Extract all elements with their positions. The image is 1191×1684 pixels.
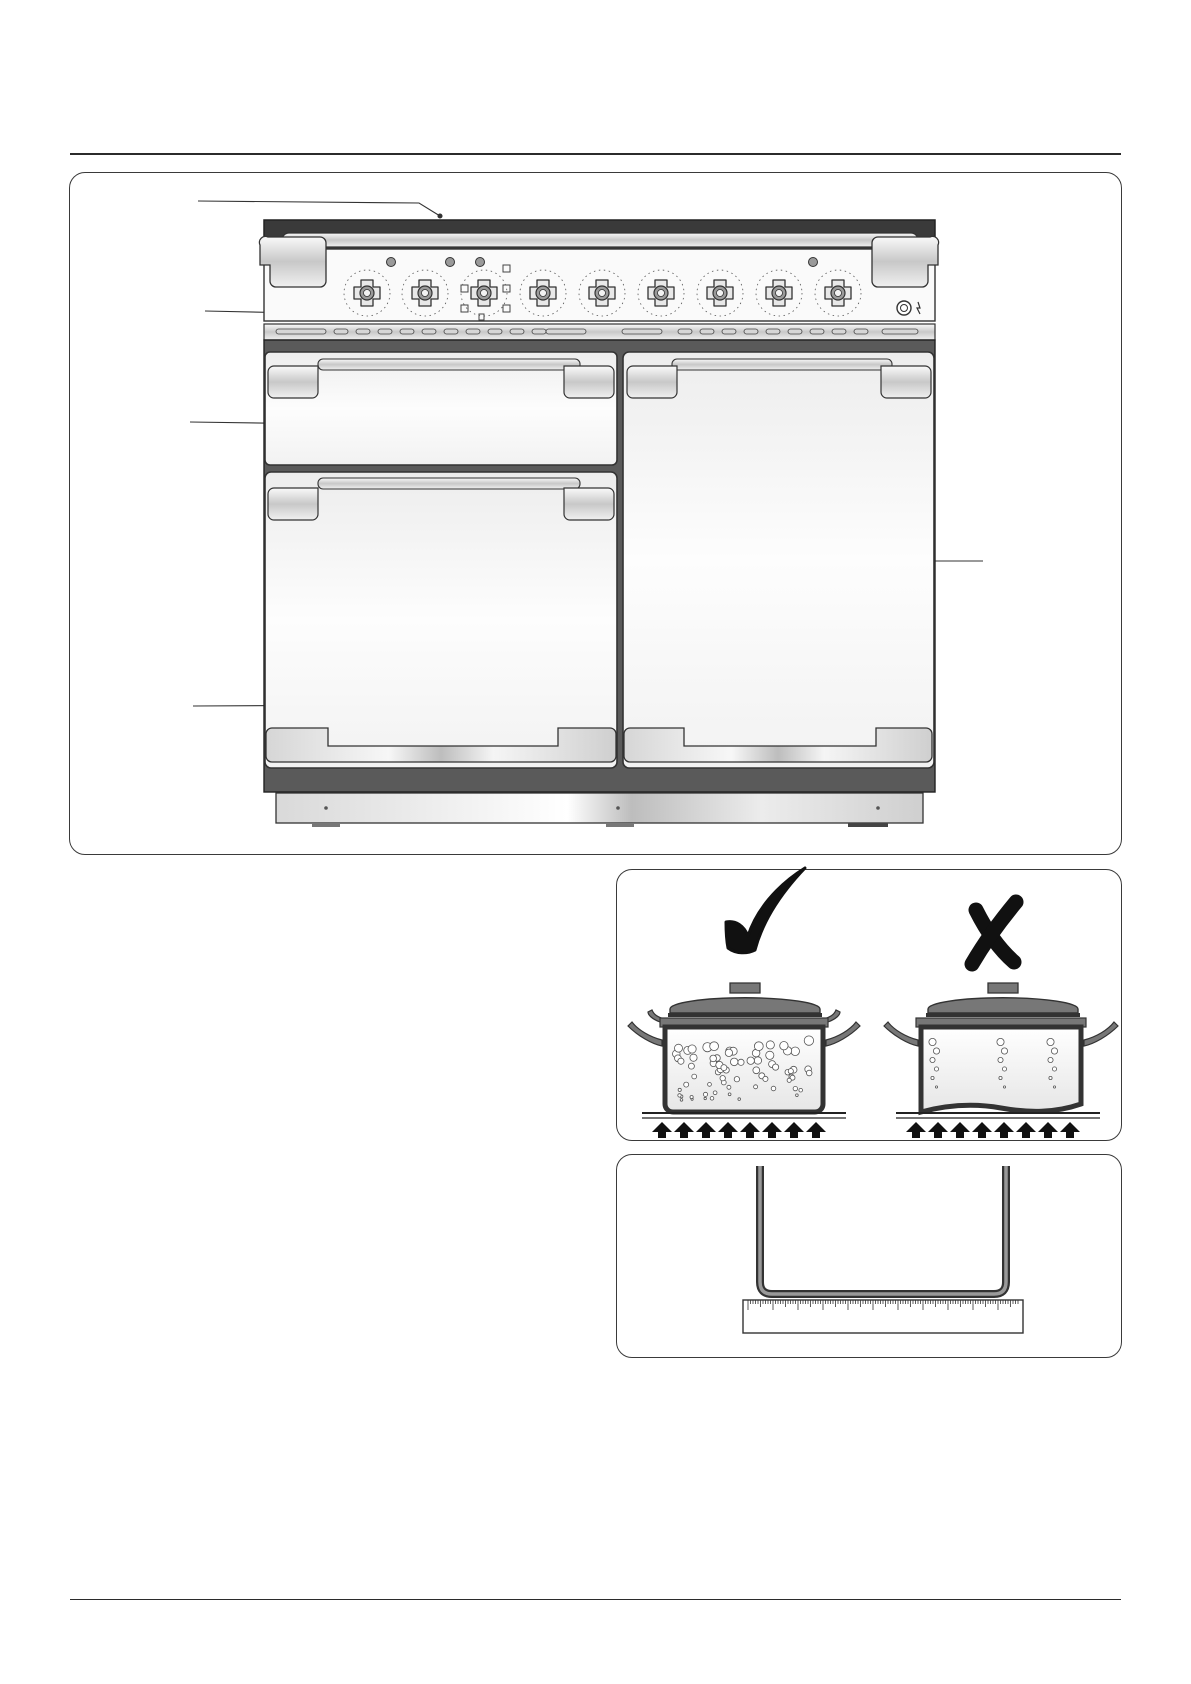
bubble — [728, 1093, 731, 1096]
lid-rail — [282, 233, 918, 247]
heat-arrow-icon — [928, 1122, 948, 1138]
pan-cross-section — [760, 1166, 1006, 1294]
bubble — [692, 1074, 697, 1079]
heat-arrow-icon — [762, 1122, 782, 1138]
bubble — [1003, 1086, 1005, 1088]
bubble — [690, 1096, 693, 1099]
bubble — [754, 1085, 758, 1089]
bubble — [766, 1041, 774, 1049]
bubble — [787, 1078, 791, 1082]
bubble — [675, 1044, 683, 1052]
bubble — [738, 1059, 744, 1065]
bubble — [793, 1086, 797, 1090]
bubble — [791, 1047, 800, 1056]
bubble — [680, 1099, 683, 1102]
foot-center — [606, 823, 634, 827]
bubble — [771, 1086, 776, 1091]
vent-slot — [882, 329, 918, 334]
heat-arrow-icon — [718, 1122, 738, 1138]
vent-slot — [356, 329, 370, 334]
bubble — [934, 1067, 938, 1071]
right-oven-handle-right — [881, 366, 931, 398]
bubble — [720, 1076, 725, 1081]
bubble — [1052, 1067, 1056, 1071]
grill-door-handle-left — [268, 366, 318, 398]
bubble — [688, 1063, 694, 1069]
good-heat-arrows — [652, 1122, 826, 1138]
bubble — [788, 1069, 793, 1074]
bubble — [754, 1042, 763, 1051]
bubble — [804, 1036, 813, 1045]
range-cooker — [190, 201, 983, 827]
bubble — [727, 1085, 731, 1089]
foot-right — [848, 823, 888, 827]
bubble — [704, 1097, 706, 1099]
vent-slot — [854, 329, 868, 334]
fascia-handle-right — [872, 236, 939, 287]
bubble — [678, 1088, 681, 1091]
vent-slot — [378, 329, 392, 334]
vent-slot — [532, 329, 546, 334]
ruler-icon — [743, 1300, 1023, 1333]
bubble — [725, 1049, 732, 1056]
bubble — [708, 1083, 712, 1087]
vent-slot — [466, 329, 480, 334]
good-pan — [628, 983, 860, 1112]
bubble — [780, 1042, 788, 1050]
bubble — [999, 1076, 1002, 1079]
grill-door-handle-right — [564, 366, 614, 398]
bubble — [930, 1057, 935, 1062]
bubble — [713, 1091, 717, 1095]
bubble — [799, 1088, 803, 1092]
bubble — [1047, 1038, 1054, 1045]
pan-comparison — [628, 868, 1118, 1138]
vent-slot — [678, 329, 692, 334]
fascia-handle-left — [259, 236, 326, 287]
vent-slot — [400, 329, 414, 334]
vent-slot — [334, 329, 348, 334]
vent-slot — [744, 329, 758, 334]
heat-arrow-icon — [906, 1122, 926, 1138]
heat-arrow-icon — [740, 1122, 760, 1138]
vent-slot — [444, 329, 458, 334]
bubble — [1051, 1048, 1057, 1054]
foot-left — [312, 823, 340, 827]
vent-slot — [422, 329, 436, 334]
heat-arrow-icon — [1016, 1122, 1036, 1138]
heat-arrow-icon — [1038, 1122, 1058, 1138]
heat-arrow-icon — [950, 1122, 970, 1138]
heat-arrow-icon — [1060, 1122, 1080, 1138]
vent-slot — [546, 329, 586, 334]
leader-line-hob-lid — [198, 201, 440, 216]
clock-button — [897, 301, 911, 315]
vent-slot — [832, 329, 846, 334]
bubble — [703, 1092, 707, 1096]
heat-arrow-icon — [994, 1122, 1014, 1138]
vent-slot — [276, 329, 326, 334]
bubble — [747, 1057, 754, 1064]
bubble — [1048, 1057, 1053, 1062]
cross-mark-icon — [972, 902, 1016, 964]
bubble — [773, 1064, 779, 1070]
right-oven-handle-left — [627, 366, 677, 398]
bubble — [997, 1038, 1004, 1045]
bubble — [1002, 1067, 1006, 1071]
vent-slot — [766, 329, 780, 334]
bubble — [710, 1055, 717, 1062]
vent-slot — [488, 329, 502, 334]
bad-heat-arrows — [906, 1122, 1080, 1138]
bubble — [678, 1058, 684, 1064]
left-oven-handle-left — [268, 488, 318, 520]
bubble — [730, 1058, 738, 1066]
plinth — [276, 793, 923, 823]
bubble — [678, 1094, 681, 1097]
bubble — [1053, 1086, 1055, 1088]
heat-arrow-icon — [972, 1122, 992, 1138]
bubble — [933, 1048, 939, 1054]
right-oven-door — [623, 352, 934, 768]
bubble — [721, 1065, 727, 1071]
bubble — [931, 1076, 934, 1079]
bubble — [753, 1067, 760, 1074]
heat-arrow-icon — [696, 1122, 716, 1138]
bubble — [766, 1051, 774, 1059]
vent-slot — [510, 329, 524, 334]
pan-flatness-check — [743, 1166, 1023, 1333]
vent-slot — [700, 329, 714, 334]
bubble — [710, 1042, 719, 1051]
bubble — [929, 1038, 936, 1045]
bad-pan — [884, 983, 1118, 1112]
vent-slot — [722, 329, 736, 334]
bubble — [710, 1097, 714, 1101]
bubble — [690, 1054, 697, 1061]
bubble — [1001, 1048, 1007, 1054]
heat-arrow-icon — [674, 1122, 694, 1138]
bubble — [688, 1045, 696, 1053]
bubble — [1049, 1076, 1052, 1079]
vent-slot — [622, 329, 662, 334]
bubble — [738, 1098, 741, 1101]
check-mark-icon — [726, 868, 805, 953]
bubble — [754, 1057, 761, 1064]
vent-slot — [788, 329, 802, 334]
left-oven-handle-right — [564, 488, 614, 520]
bubble — [935, 1086, 937, 1088]
heat-arrow-icon — [784, 1122, 804, 1138]
bubble — [796, 1094, 799, 1097]
heat-arrow-icon — [806, 1122, 826, 1138]
bubble — [763, 1076, 768, 1081]
bubble — [734, 1077, 739, 1082]
bubble — [998, 1057, 1003, 1062]
bubble — [806, 1070, 812, 1076]
heat-arrow-icon — [652, 1122, 672, 1138]
vent-slot — [810, 329, 824, 334]
bubble — [684, 1082, 689, 1087]
